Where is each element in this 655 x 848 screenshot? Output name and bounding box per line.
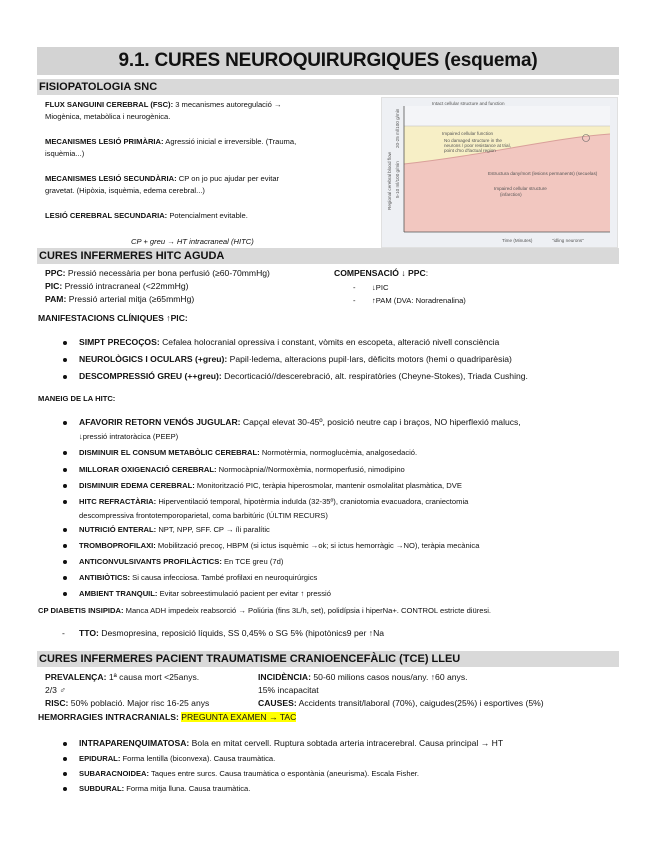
hem-item-4-text: Forma mitja lluna. Causa traumàtica.	[124, 784, 251, 793]
maneig-item	[79, 464, 405, 475]
tto-label: TTO:	[79, 628, 99, 638]
fig-impaired-sub3: point d'no d'lactual region	[444, 148, 496, 153]
maneig-item-text: Normocàpnia//Normoxèmia, normoperfusió, nimodipino	[216, 465, 405, 474]
primaria-label: MECANISMES LESIÓ PRIMÀRIA:	[45, 137, 164, 146]
comp-dash-2: -	[353, 296, 356, 305]
maneig-item-text-2: ↓pressió intratoràcica (PEEP)	[79, 432, 179, 441]
risc-line	[45, 698, 209, 709]
bullet	[63, 576, 67, 580]
causes-label: CAUSES:	[258, 698, 297, 708]
maneig-item-text: NPT, NPP, SFF. CP → íli paralític	[156, 525, 270, 534]
manif-item-3-text: Decorticació//descerebració, alt. respiratòries (Cheyne-Stokes), Triada Cushing.	[221, 371, 528, 381]
ppc-label: PPC:	[45, 268, 66, 278]
maneig-item-text: Monitorització PIC, teràpia hiperosmolar, mantenir osmolalitat plasmàtica, DVE	[194, 481, 462, 490]
pic-label: PIC:	[45, 281, 63, 291]
bullet	[63, 592, 67, 596]
fsc-label: FLUX SANGUINI CEREBRAL (FSC):	[45, 100, 174, 109]
incidencia-text: 50-60 milions casos nous/any. ↑60 anys.	[311, 672, 468, 682]
fig-x-axis: Time (Minutes)	[502, 238, 533, 243]
maneig-item-text: En TCE greu (7d)	[221, 557, 284, 566]
maneig-item	[79, 496, 468, 507]
fsc-line	[45, 99, 282, 110]
maneig-item-label: MILLORAR OXIGENACIÓ CEREBRAL:	[79, 465, 217, 474]
hem-item-1	[79, 738, 503, 749]
fig-y2: 5-10 ml/100 g/min	[395, 161, 400, 198]
maneig-item	[79, 588, 331, 599]
maneig-item	[79, 417, 521, 428]
section-heading-fisiopatologia: FISIOPATOLOGIA SNC	[37, 79, 619, 95]
secundaria-text-2: gravetat. (Hipòxia, isquèmia, edema cerebral...)	[45, 186, 205, 195]
tto-line	[79, 628, 384, 639]
manif-item-2-label: NEUROLÒGICS I OCULARS (+greu):	[79, 354, 228, 364]
maneig-item-label: ANTICONVULSIVANTS PROFILÀCTICS:	[79, 557, 222, 566]
incidencia-line	[258, 672, 468, 683]
maneig-item	[79, 480, 462, 491]
compensacio-label: COMPENSACIÓ ↓ PPC	[334, 268, 426, 278]
lesio-line	[45, 210, 248, 221]
fig-impaired-sub1: No damaged structure in the	[444, 138, 502, 143]
pic-text: Pressió intracraneal (<22mmHg)	[62, 281, 189, 291]
bullet	[63, 787, 67, 791]
prevalenca-line	[45, 672, 199, 683]
section-heading-hitc: CURES INFERMERES HITC AGUDA	[37, 248, 619, 264]
incidencia-text-2: 15% incapacitat	[258, 685, 319, 695]
fsc-text-2: Miogènica, metabòlica i neurogènica.	[45, 112, 171, 121]
bullet	[63, 421, 67, 425]
maneig-item-text: Evitar sobreestimulació pacient per evitar ↑ pressió	[157, 589, 331, 598]
prevalenca-text-2: 2/3 ♂	[45, 685, 66, 695]
lesio-label: LESIÓ CEREBRAL SECUNDARIA:	[45, 211, 168, 220]
hem-item-2-label: EPIDURAL:	[79, 754, 121, 763]
diabetis-text: Manca ADH impedeix reabsorció → Poliúria (fins 3L/h, set), polidípsia i hiperNa+. CONTROL estricte diüresi.	[123, 606, 492, 615]
comp-item-1: ↓PIC	[372, 283, 389, 292]
bullet	[63, 451, 67, 455]
bullet	[63, 341, 67, 345]
causes-line	[258, 698, 544, 709]
fig-y1: 20-25 ml/100 g/min	[395, 108, 400, 148]
hem-item-3-label: SUBARACNOIDEA:	[79, 769, 150, 778]
fig-impaired-sub2: neurons / poor resistance at trial,	[444, 143, 511, 148]
secundaria-line	[45, 173, 279, 184]
ppc-text: Pressió necessària per bona perfusió (≥60-70mmHg)	[65, 268, 270, 278]
maneig-item-label: ANTIBIÒTICS:	[79, 573, 131, 582]
primaria-text-2: isquèmia...)	[45, 149, 85, 158]
bullet	[63, 772, 67, 776]
fig-structural: Estructura dany/mort (lesions permanents) (secuelas)	[488, 171, 598, 176]
hem-item-4	[79, 783, 250, 794]
fsc-text: 3 mecanismes autoregulació →	[173, 100, 282, 109]
manif-item-3	[79, 371, 528, 382]
tto-dash: -	[62, 628, 65, 638]
bullet	[63, 358, 67, 362]
maneig-item	[79, 540, 479, 551]
manif-item-2	[79, 354, 512, 365]
exam-highlight: PREGUNTA EXAMEN → TAC	[181, 712, 297, 722]
maneig-item	[79, 447, 417, 458]
risc-text: 50% població. Major risc 16-25 anys	[68, 698, 210, 708]
maneig-item	[79, 572, 317, 583]
section-heading-tce: CURES INFERMERES PACIENT TRAUMATISME CRANIOENCEFÀLIC (TCE) LLEU	[37, 651, 619, 667]
hem-item-1-text: Bola en mitat cervell. Ruptura sobtada arteria intracerebral. Causa principal → HT	[189, 738, 504, 748]
comp-item-2: ↑PAM (DVA: Noradrenalina)	[372, 296, 466, 305]
prevalenca-label: PREVALENÇA:	[45, 672, 107, 682]
hitc-formula: CP + greu → HT intracraneal (HITC)	[131, 237, 254, 246]
cerebral-blood-flow-figure	[381, 97, 618, 248]
pam-line	[45, 294, 194, 305]
pic-line	[45, 281, 189, 292]
hemorragies-label: HEMORRAGIES INTRACRANIALS:	[38, 712, 179, 722]
maneig-item-label: DISMINUIR EDEMA CEREBRAL:	[79, 481, 195, 490]
manifestacions-heading: MANIFESTACIONS CLÍNIQUES ↑PIC:	[38, 313, 188, 323]
primaria-line	[45, 136, 296, 147]
bullet	[63, 544, 67, 548]
bullet	[63, 560, 67, 564]
incidencia-label: INCIDÈNCIA:	[258, 672, 311, 682]
fig-impaired-structure: Impaired cellular structure	[494, 186, 547, 191]
fig-y-axis: Regional cerebral blood flow	[387, 152, 392, 210]
secundaria-text: CP on jo puc ajudar per evitar	[176, 174, 280, 183]
hem-item-2-text: Forma lentilla (biconvexa). Causa traumàtica.	[120, 754, 276, 763]
bullet	[63, 500, 67, 504]
comp-dash-1: -	[353, 283, 356, 292]
bullet	[63, 375, 67, 379]
fig-infarction: (infarction)	[500, 192, 522, 197]
hemorragies-line	[38, 712, 296, 723]
manif-item-1-label: SIMPT PRECOÇOS:	[79, 337, 160, 347]
maneig-item-text: Si causa infecciosa. També profilaxi en neuroquirúrgics	[130, 573, 318, 582]
hem-item-2	[79, 753, 275, 764]
bullet	[63, 468, 67, 472]
hem-item-3-text: Taques entre surcs. Causa traumàtica o espontània (aneurisma). Escala Fisher.	[149, 769, 420, 778]
maneig-item	[79, 556, 283, 567]
secundaria-label: MECANISMES LESIÓ SECUNDÀRIA:	[45, 174, 177, 183]
maneig-item-text: Hiperventilació temporal, hipotèrmia induïda (32-35º), craniotomia evacuadora, craniectomia	[156, 497, 469, 506]
hem-item-1-label: INTRAPARENQUIMATOSA:	[79, 738, 190, 748]
risc-label: RISC:	[45, 698, 69, 708]
page-title: 9.1. CURES NEUROQUIRURGIQUES (esquema)	[37, 47, 619, 75]
maneig-item-label: NUTRICIÓ ENTERAL:	[79, 525, 157, 534]
bullet	[63, 757, 67, 761]
prevalenca-text: 1ª causa mort <25anys.	[106, 672, 200, 682]
compensacio-colon: :	[425, 268, 429, 278]
maneig-item-label: HITC REFRACTÀRIA:	[79, 497, 157, 506]
hem-item-4-label: SUBDURAL:	[79, 784, 125, 793]
fig-top-label: Intact cellular structure and function	[432, 101, 505, 106]
manif-item-1-text: Cefalea holocranial opressiva i constant, vòmits en escopeta, alteració nivell consciència	[159, 337, 500, 347]
bullet	[63, 742, 67, 746]
pam-label: PAM:	[45, 294, 67, 304]
maneig-item-text: Normotèrmia, normoglucèmia, analgosedació.	[259, 448, 418, 457]
manif-item-3-label: DESCOMPRESSIÓ GREU (++greu):	[79, 371, 222, 381]
pam-text: Pressió arterial mitja (≥65mmHg)	[66, 294, 195, 304]
primaria-text: Agressió inicial e irreversible. (Trauma,	[163, 137, 297, 146]
bullet	[63, 484, 67, 488]
manif-item-1	[79, 337, 499, 348]
maneig-item-text: Capçal elevat 30-45º, posició neutre cap i braços, NO hiperflexió malucs,	[240, 417, 521, 427]
bullet	[63, 528, 67, 532]
causes-text: Accidents transit/laboral (70%), caigudes(25%) i esportives (5%)	[296, 698, 544, 708]
diabetis-line	[38, 605, 491, 616]
manif-item-2-text: Papil·ledema, alteracions pupil·lars, dèficits motors (hemi o quadriparèsia)	[227, 354, 512, 364]
maneig-item	[79, 524, 270, 535]
ppc-line	[45, 268, 270, 279]
diabetis-label: CP DIABETIS INSIPIDA:	[38, 606, 124, 615]
fig-impaired-function: Impaired cellular function	[442, 131, 494, 136]
maneig-item-label: DISMINUIR EL CONSUM METABÒLIC CEREBRAL:	[79, 448, 260, 457]
fig-x-note: "idling neurons"	[552, 238, 584, 243]
maneig-item-label: AMBIENT TRANQUIL:	[79, 589, 158, 598]
maneig-heading: MANEIG DE LA HITC:	[38, 394, 116, 403]
maneig-item-text: Mobilització precoç, HBPM (si ictus isquèmic →ok; si ictus hemorràgic →NO), teràpia mecànica	[155, 541, 480, 550]
tto-text: Desmopresina, reposició líquids, SS 0,45% o SG 5% (hipotònics9 per ↑Na	[98, 628, 385, 638]
hem-item-3	[79, 768, 419, 779]
lesio-text: Potencialment evitable.	[167, 211, 248, 220]
compensacio-line	[334, 268, 428, 279]
maneig-item-label: AFAVORIR RETORN VENÓS JUGULAR:	[79, 417, 241, 427]
maneig-item-label: TROMBOPROFILAXI:	[79, 541, 156, 550]
maneig-item-text-2: descompressiva frontotemporoparietal, coma barbitúric (ÚLTIM RECURS)	[79, 511, 328, 520]
